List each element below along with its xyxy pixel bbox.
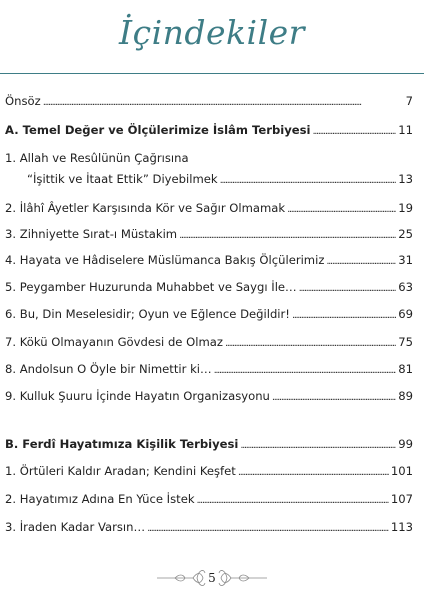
toc-entry-2[interactable] [5, 200, 413, 218]
toc-entry-b2[interactable] [5, 491, 413, 509]
toc-entry-5[interactable] [5, 279, 413, 297]
toc-entry-page: 113 [390, 520, 413, 534]
toc-entry-8[interactable] [5, 361, 413, 379]
dot-leader [225, 334, 396, 352]
toc-entry-1[interactable] [5, 150, 413, 189]
dot-leader [214, 361, 397, 379]
toc-entry-page: 63 [398, 280, 413, 294]
toc-entry-label: 1. Allah ve Resûlünün Çağrısına [5, 151, 189, 165]
toc-entry-page: 11 [398, 123, 413, 137]
dot-leader [220, 171, 397, 189]
dot-leader [179, 226, 396, 244]
toc-entry-6[interactable] [5, 306, 413, 324]
toc-entry-9[interactable] [5, 388, 413, 406]
toc-entry-label: 2. İlâhî Âyetler Karşısında Kör ve Sağır Olmamak [5, 201, 286, 215]
page-title: İçindekiler [119, 13, 305, 52]
toc-entry-page: 13 [398, 172, 413, 186]
toc-entry-page: 101 [390, 464, 413, 478]
page-footer [0, 566, 424, 590]
toc-entry-page: 107 [390, 492, 413, 506]
toc-section-label: A. Temel Değer ve Ölçülerimize İslâm Terbiyesi [5, 123, 311, 137]
dot-leader [43, 93, 404, 111]
toc-section-label: B. Ferdî Hayatımıza Kişilik Terbiyesi [5, 437, 239, 451]
toc-entry-b1[interactable] [5, 463, 413, 481]
toc-entry-label: 8. Andolsun O Öyle bir Nimettir ki… [5, 362, 212, 376]
toc-entry-label-continued: “İşittik ve İtaat Ettik” Diyebilmek [27, 172, 218, 186]
toc-entry-label: 2. Hayatımız Adına En Yüce İstek [5, 492, 195, 506]
toc-entry-label: 4. Hayata ve Hâdiselere Müslümanca Bakış Ölçülerimiz [5, 253, 325, 267]
toc-entry-page: 31 [398, 253, 413, 267]
toc-entry-label: Önsöz [5, 94, 41, 108]
dot-leader [272, 388, 396, 406]
toc-entry-label: 6. Bu, Din Meselesidir; Oyun ve Eğlence Değildir! [5, 307, 290, 321]
toc-entry-label: 9. Kulluk Şuuru İçinde Hayatın Organizasyonu [5, 389, 270, 403]
toc-entry-label: 5. Peygamber Huzurunda Muhabbet ve Saygı İle… [5, 280, 297, 294]
dot-leader [287, 200, 396, 218]
toc-entry-7[interactable] [5, 334, 413, 352]
dot-leader [313, 122, 397, 140]
toc-entry-label: 3. Zihniyette Sırat-ı Müstakim [5, 227, 178, 241]
toc-entry-label: 7. Kökü Olmayanın Gövdesi de Olmaz [5, 335, 223, 349]
toc-entry-page: 89 [398, 389, 413, 403]
toc-entry-page: 81 [398, 362, 413, 376]
toc-entry-b3[interactable] [5, 519, 413, 537]
toc-entry-label: 1. Örtüleri Kaldır Aradan; Kendini Keşfet [5, 464, 236, 478]
toc-entry-page: 99 [398, 437, 413, 451]
toc-entry-page: 75 [398, 335, 413, 349]
dot-leader [240, 436, 396, 454]
toc-section-a[interactable] [5, 122, 413, 140]
toc-section-b[interactable] [5, 436, 413, 454]
dot-leader [197, 491, 389, 509]
dot-leader [326, 252, 396, 270]
title-divider [0, 73, 424, 74]
toc-entry-onsoz[interactable] [5, 93, 413, 111]
toc-entry-page: 7 [405, 94, 413, 108]
toc-entry-3[interactable] [5, 226, 413, 244]
toc-entry-label: 3. İraden Kadar Varsın… [5, 520, 146, 534]
dot-leader [147, 519, 389, 537]
toc-entry-4[interactable] [5, 252, 413, 270]
toc-entry-page: 19 [398, 201, 413, 215]
dot-leader [292, 306, 396, 324]
page-number: 5 [208, 571, 216, 585]
dot-leader [238, 463, 389, 481]
toc-entry-page: 25 [398, 227, 413, 241]
dot-leader [299, 279, 397, 297]
toc-entry-page: 69 [398, 307, 413, 321]
